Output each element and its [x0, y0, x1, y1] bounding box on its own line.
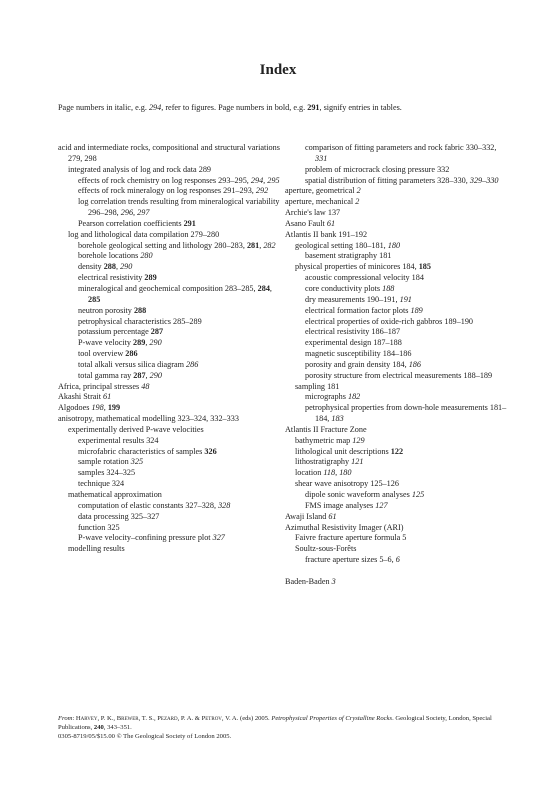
index-entry: effects of rock chemistry on log responses 293–295, 294, 295 — [78, 175, 280, 185]
index-entry: Atlantis II Fracture Zone — [285, 424, 367, 434]
index-entry: Azimuthal Resistivity Imager (ARI) — [285, 522, 404, 532]
index-entry: sampling 181 — [295, 381, 340, 391]
index-entry: porosity and grain density 184, 186 — [305, 359, 421, 369]
intro-note: Page numbers in italic, e.g. 294, refer to figures. Page numbers in bold, e.g. 291, signify entries in tables. — [58, 103, 402, 112]
index-entry: borehole locations 280 — [78, 251, 153, 261]
index-entry: acoustic compressional velocity 184 — [305, 273, 424, 283]
index-entry: microfabric characteristics of samples 326 — [78, 446, 217, 456]
index-entry: spatial distribution of fitting parameters 328–330, 329–330 — [305, 175, 499, 185]
index-entry: fracture aperture sizes 5–6, 6 — [305, 555, 400, 565]
index-entry: Atlantis II bank 191–192 — [285, 229, 368, 239]
index-entry: dry measurements 190–191, 191 — [305, 294, 412, 304]
index-entry: integrated analysis of log and rock data 289 — [68, 164, 212, 174]
index-entry: anisotropy, mathematical modelling 323–324, 332–333 — [58, 414, 239, 424]
index-entry: location 118, 180 — [295, 468, 352, 478]
index-entry: porosity structure from electrical measurements 188–189 — [305, 370, 493, 380]
index-entry: tool overview 286 — [78, 349, 138, 359]
index-entry: experimentally derived P-wave velocities — [68, 424, 204, 434]
index-entry: samples 324–325 — [78, 468, 136, 478]
citation-line: From: Harvey, P. K., Brewer, T. S., Pezard, P. A. & Petrov, V. A. (eds) 2005. Petrophysical Properties of Crystalline Rocks. Geological Society, London, Special Publications, 240, 343–351. — [58, 715, 492, 731]
index-entry: Soultz-sous-Forêts — [295, 544, 357, 554]
index-entry: density 288, 290 — [78, 262, 133, 272]
index-entry: lithostratigraphy 121 — [295, 457, 364, 467]
index-entry: bathymetric map 129 — [295, 435, 365, 445]
index-entry: Asano Fault 61 — [285, 218, 336, 228]
index-entry: experimental design 187–188 — [305, 338, 402, 348]
index-introduction — [58, 102, 498, 113]
index-entry: petrophysical characteristics 285–289 — [78, 316, 202, 326]
index-entry: Baden-Baden 3 — [285, 576, 336, 586]
index-entry: basement stratigraphy 181 — [305, 251, 392, 261]
index-entry: P-wave velocity 289, 290 — [78, 338, 162, 348]
index-entry: Algodoes 198, 199 — [58, 403, 121, 413]
index-entry: potassium percentage 287 — [78, 327, 164, 337]
index-entry: FMS image analyses 127 — [305, 500, 388, 510]
index-entry: total alkali versus silica diagram 286 — [78, 359, 199, 369]
index-entry: electrical formation factor plots 189 — [305, 305, 423, 315]
index-entry: mineralogical and geochemical composition 283–285, 284, 285 — [78, 283, 272, 304]
index-entry: borehole geological setting and lithology 280–283, 281, 282 — [78, 240, 276, 250]
index-entry: computation of elastic constants 327–328, 328 — [78, 500, 231, 510]
index-entry: acid and intermediate rocks, compositional and structural variations 279, 298 — [58, 143, 280, 163]
index-entry: sample rotation 325 — [78, 457, 144, 467]
index-entry: magnetic susceptibility 184–186 — [305, 349, 412, 359]
index-entry: electrical resistivity 289 — [78, 273, 157, 283]
right-index-column — [285, 143, 507, 588]
index-entry: physical properties of minicores 184, 185 — [295, 262, 431, 272]
index-entry: P-wave velocity–confining pressure plot 327 — [78, 533, 225, 543]
index-entry: Archie's law 137 — [285, 208, 341, 218]
index-entry: modelling results — [68, 544, 125, 554]
index-entry: micrographs 182 — [305, 392, 361, 402]
index-entry: log correlation trends resulting from mineralogical variability 296–298, 296, 297 — [78, 197, 280, 218]
page-title: Index — [259, 62, 297, 78]
index-entry: total gamma ray 287, 290 — [78, 370, 162, 380]
publication-footer — [58, 714, 508, 741]
index-entry: electrical resistivity 186–187 — [305, 327, 401, 337]
index-entry: lithological unit descriptions 122 — [295, 446, 404, 456]
index-entry: aperture, geometrical 2 — [285, 186, 361, 196]
index-entry: log and lithological data compilation 279–280 — [68, 229, 220, 239]
index-entry: aperture, mechanical 2 — [285, 197, 360, 207]
index-entry: function 325 — [78, 522, 120, 532]
index-entry: experimental results 324 — [78, 435, 159, 445]
copyright-line: 0305-8719/05/$15.00 © The Geological Society of London 2005. — [58, 733, 232, 740]
index-entry: shear wave anisotropy 125–126 — [295, 479, 399, 489]
index-entry: electrical properties of oxide-rich gabbros 189–190 — [305, 316, 474, 326]
index-entry: data processing 325–327 — [78, 511, 160, 521]
index-entry: geological setting 180–181, 180 — [295, 240, 401, 250]
index-entry: Pearson correlation coefficients 291 — [78, 218, 196, 228]
index-entry: Awaji Island 61 — [285, 511, 337, 521]
index-entry: technique 324 — [78, 479, 125, 489]
index-entry: Akashi Strait 61 — [58, 392, 112, 402]
index-entry: neutron porosity 288 — [78, 305, 147, 315]
index-entry: comparison of fitting parameters and rock fabric 330–332, 331 — [305, 143, 497, 163]
index-entry: Africa, principal stresses 48 — [58, 381, 150, 391]
index-entry: core conductivity plots 188 — [305, 283, 395, 293]
left-index-column — [58, 143, 280, 555]
index-entry: Faivre fracture aperture formula 5 — [295, 533, 407, 543]
index-entry: effects of rock mineralogy on log responses 291–293, 292 — [78, 186, 269, 196]
index-entry: mathematical approximation — [68, 490, 162, 499]
index-entry: petrophysical properties from down-hole measurements 181–184, 183 — [305, 403, 507, 424]
index-entry: problem of microcrack closing pressure 332 — [305, 164, 450, 174]
index-entry: dipole sonic waveform analyses 125 — [305, 490, 425, 499]
